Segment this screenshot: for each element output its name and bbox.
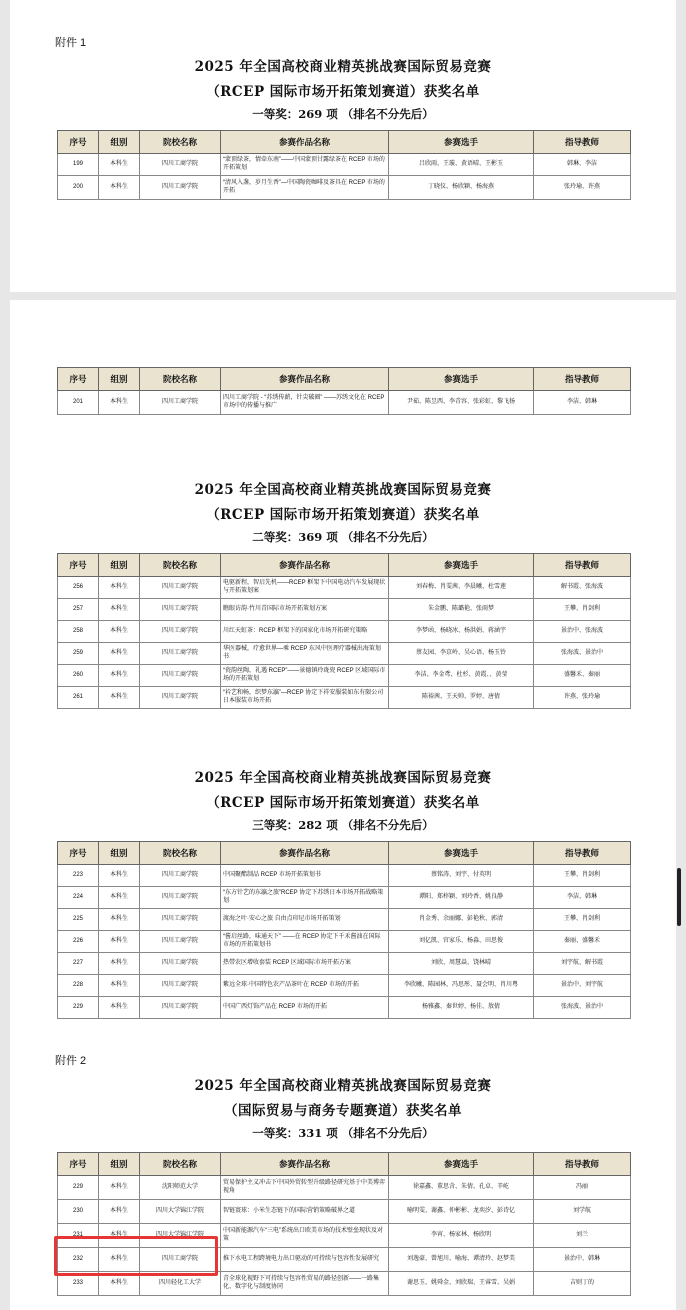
table-cell: 智链寰球：小米生态链下的国际营销策略破界之道 bbox=[221, 1200, 389, 1224]
column-header: 序号 bbox=[58, 131, 99, 154]
table-cell: 259 bbox=[58, 643, 99, 665]
table-cell: 景治中、刘宇航 bbox=[534, 975, 631, 997]
table-header-row bbox=[58, 554, 631, 577]
table-cell: 本科生 bbox=[99, 931, 140, 953]
table-cell: 四川工商学院 bbox=[140, 643, 221, 665]
table-cell: 沈阳师范大学 bbox=[140, 1176, 221, 1200]
column-header: 序号 bbox=[58, 842, 99, 865]
table-cell: 许燕、张玲瑜 bbox=[534, 687, 631, 709]
table-cell: 本科生 bbox=[99, 154, 140, 176]
table-cell: 本科生 bbox=[99, 1176, 140, 1200]
column-header: 指导教师 bbox=[534, 1153, 631, 1176]
table-cell: 肖金秀、余丽娜、彭艳秋、郭清 bbox=[389, 909, 534, 931]
doc-title: 2025 年全国高校商业精英挑战赛国际贸易竞赛 bbox=[194, 59, 492, 75]
table-row bbox=[58, 154, 631, 176]
table-cell: 中国新能源汽车“三电”系统出口欧美市场的技术壁垒现状及对策 bbox=[221, 1224, 389, 1248]
table-cell: 本科生 bbox=[99, 687, 140, 709]
column-header: 参赛作品名称 bbox=[221, 842, 389, 865]
doc-subtitle: （RCEP 国际市场开拓策划赛道）获奖名单 bbox=[206, 795, 480, 811]
table-cell: 紫远全球·中国特色农产品茶叶在 RCEP 市场的开拓 bbox=[221, 975, 389, 997]
column-header: 院校名称 bbox=[140, 1153, 221, 1176]
table-cell: 四川工商学院 bbox=[140, 975, 221, 997]
column-header: 参赛作品名称 bbox=[221, 368, 389, 391]
award-table-second-prize bbox=[57, 553, 631, 709]
column-header: 参赛选手 bbox=[389, 1153, 534, 1176]
table-cell: 226 bbox=[58, 931, 99, 953]
annex-label: 附件 1 bbox=[55, 37, 87, 49]
table-cell: 四川工商学院 bbox=[140, 621, 221, 643]
table-cell: 四川工商学院 bbox=[140, 887, 221, 909]
table-cell: 256 bbox=[58, 577, 99, 599]
table-cell: 四川工商学院 bbox=[140, 997, 221, 1019]
table-cell: 本科生 bbox=[99, 997, 140, 1019]
table-cell: 本科生 bbox=[99, 643, 140, 665]
table-cell: 本科生 bbox=[99, 1272, 140, 1296]
table-cell: 中国广西灯饰产品在 RCEP 市场的开拓 bbox=[221, 997, 389, 1019]
table-cell: 尹茹、陈昱西、李青容、张彩虹、黎飞扬 bbox=[389, 391, 534, 415]
table-cell: 张海波、景治中 bbox=[534, 997, 631, 1019]
table-row bbox=[58, 1176, 631, 1200]
table-cell: 本科生 bbox=[99, 887, 140, 909]
column-header: 院校名称 bbox=[140, 842, 221, 865]
table-cell: 四川工商学院 - “苏绣传薪，针尖破圈” ——苏绣文化在 RCEP 市场中的传播与推广 bbox=[221, 391, 389, 415]
table-row bbox=[58, 1200, 631, 1224]
table-cell: 本科生 bbox=[99, 391, 140, 415]
table-cell: 刘逸豪、曾旭川、喻海、谭清玲、赵梦美 bbox=[389, 1248, 534, 1272]
table-cell: 刘学航 bbox=[534, 1200, 631, 1224]
award-heading: 三等奖：282 项 （排名不分先后） bbox=[252, 818, 434, 832]
table-cell: 徐嘉鑫、董思含、朱倩、孔卓、辛屹 bbox=[389, 1176, 534, 1200]
table-cell: 201 bbox=[58, 391, 99, 415]
table-cell: 热带农区增收套装 RCEP 区域国际市场开拓方案 bbox=[221, 953, 389, 975]
table-cell: 喻明雯、谢鑫、仲彬彬、龙奕汐、彭诗亿 bbox=[389, 1200, 534, 1224]
table-cell: 230 bbox=[58, 1200, 99, 1224]
table-cell: 四川工商学院 bbox=[140, 865, 221, 887]
table-header-row bbox=[58, 842, 631, 865]
column-header: 序号 bbox=[58, 554, 99, 577]
table-cell: 韩琳、李洁 bbox=[534, 154, 631, 176]
table-row bbox=[58, 997, 631, 1019]
column-header: 院校名称 bbox=[140, 131, 221, 154]
column-header: 组别 bbox=[99, 131, 140, 154]
table-cell: 四川工商学院 bbox=[140, 154, 221, 176]
award-table-first-prize bbox=[57, 130, 631, 200]
table-cell: 本科生 bbox=[99, 865, 140, 887]
table-cell: 228 bbox=[58, 975, 99, 997]
award-table-continued bbox=[57, 367, 631, 415]
table-cell: 吉则丁的 bbox=[534, 1272, 631, 1296]
table-cell: 李宵、杨家林、杨欣明 bbox=[389, 1224, 534, 1248]
table-cell: 四川工商学院 bbox=[140, 931, 221, 953]
column-header: 参赛作品名称 bbox=[221, 554, 389, 577]
annex-label: 附件 2 bbox=[55, 1055, 87, 1067]
table-cell: “酱启丝路，味通天下” ——在 RCEP 协定下千禾酱油在国际市场的开拓策划书 bbox=[221, 931, 389, 953]
table-cell: 本科生 bbox=[99, 621, 140, 643]
column-header: 指导教师 bbox=[534, 368, 631, 391]
table-row bbox=[58, 621, 631, 643]
table-cell: 蔡铭涛、刘宇、付英明 bbox=[389, 865, 534, 887]
table-cell: 本科生 bbox=[99, 577, 140, 599]
table-cell: “瓷韵丝陶，礼遇 RCEP”——景德镇玲珑瓷 RCEP 区域国际市场的开拓策划 bbox=[221, 665, 389, 687]
table-cell: 刘宇航、解书霞 bbox=[534, 953, 631, 975]
table-cell: 本科生 bbox=[99, 953, 140, 975]
table-cell: 蔡友园、李京岭、吴心语、杨玉铃 bbox=[389, 643, 534, 665]
table-cell: 199 bbox=[58, 154, 99, 176]
table-cell: 四川大学锦江学院 bbox=[140, 1224, 221, 1248]
column-header: 指导教师 bbox=[534, 131, 631, 154]
award-heading: 一等奖：269 项 （排名不分先后） bbox=[252, 107, 434, 121]
table-cell: 杨雅鑫、秦世婷、杨佳、敖倩 bbox=[389, 997, 534, 1019]
table-cell: 四川工商学院 bbox=[140, 687, 221, 709]
column-header: 序号 bbox=[58, 1153, 99, 1176]
table-cell: 257 bbox=[58, 599, 99, 621]
table-cell: 223 bbox=[58, 865, 99, 887]
doc-subtitle: （RCEP 国际市场开拓策划赛道）获奖名单 bbox=[206, 84, 480, 100]
doc-title: 2025 年全国高校商业精英挑战赛国际贸易竞赛 bbox=[194, 770, 492, 786]
award-table-third-prize bbox=[57, 841, 631, 1019]
table-cell: 景治中、张海波 bbox=[534, 621, 631, 643]
table-cell: 刘欣、周慧焱、饶林晴 bbox=[389, 953, 534, 975]
table-cell: 四川工商学院 bbox=[140, 909, 221, 931]
table-cell: 华医器械，疗愈世界—乘 RCEP 东风中医理疗器械出海策划书 bbox=[221, 643, 389, 665]
doc-subtitle: （RCEP 国际市场开拓策划赛道）获奖名单 bbox=[206, 507, 480, 523]
table-cell: 四川工商学院 bbox=[140, 1248, 221, 1272]
table-cell: 258 bbox=[58, 621, 99, 643]
table-cell: “衿艺和畅，织梦东瀛”—RCEP 协定下祥安服装如东有限公司日本服装市场开拓 bbox=[221, 687, 389, 709]
table-header-row bbox=[58, 368, 631, 391]
table-cell: 李欣曦、陈园林、冯思彤、聂会明、肖川粤 bbox=[389, 975, 534, 997]
table-header-row bbox=[58, 131, 631, 154]
table-cell: 232 bbox=[58, 1248, 99, 1272]
table-row bbox=[58, 909, 631, 931]
table-cell: 电驱新程，智启先机——RCEP 框架下中国电动汽车发展现状与开拓策划案 bbox=[221, 577, 389, 599]
table-cell: 233 bbox=[58, 1272, 99, 1296]
table-cell: 本科生 bbox=[99, 1224, 140, 1248]
table-cell: 推下水电工程跨境电力出口驱动的可持续与包容性发展研究 bbox=[221, 1248, 389, 1272]
table-cell: 231 bbox=[58, 1224, 99, 1248]
column-header: 参赛选手 bbox=[389, 131, 534, 154]
table-cell: 四川工商学院 bbox=[140, 599, 221, 621]
table-cell: 朱金鹏、陈璐艳、张雨梦 bbox=[389, 599, 534, 621]
table-row bbox=[58, 865, 631, 887]
table-cell: 四川工商学院 bbox=[140, 391, 221, 415]
table-cell: 四川工商学院 bbox=[140, 577, 221, 599]
column-header: 指导教师 bbox=[534, 842, 631, 865]
column-header: 序号 bbox=[58, 368, 99, 391]
table-cell: 渡海之叶·安心之旅 自由点印尼市场开拓策划 bbox=[221, 909, 389, 931]
table-cell: 四川工商学院 bbox=[140, 953, 221, 975]
table-cell: 陈裕茜、王天帅、罗婷、唐倩 bbox=[389, 687, 534, 709]
table-cell: 本科生 bbox=[99, 1200, 140, 1224]
doc-title: 2025 年全国高校商业精英挑战赛国际贸易竞赛 bbox=[194, 1078, 492, 1094]
table-cell: 四川大学锦江学院 bbox=[140, 1200, 221, 1224]
table-row bbox=[58, 953, 631, 975]
table-cell: 冯丽 bbox=[534, 1176, 631, 1200]
table-cell: 李洁、李金鸢、杜杉、黄霞、、黄莹 bbox=[389, 665, 534, 687]
table-row bbox=[58, 176, 631, 200]
table-cell: 本科生 bbox=[99, 176, 140, 200]
column-header: 院校名称 bbox=[140, 554, 221, 577]
table-cell: 景治中、韩琳 bbox=[534, 1248, 631, 1272]
doc-subtitle: （国际贸易与商务专题赛道）获奖名单 bbox=[224, 1103, 462, 1119]
table-header-row bbox=[58, 1153, 631, 1176]
column-header: 参赛选手 bbox=[389, 368, 534, 391]
column-header: 院校名称 bbox=[140, 368, 221, 391]
table-cell: 张海波、景治中 bbox=[534, 643, 631, 665]
table-cell: 刘亿凯、官家乐、杨淼、田思俊 bbox=[389, 931, 534, 953]
table-row bbox=[58, 577, 631, 599]
column-header: 指导教师 bbox=[534, 554, 631, 577]
table-cell: 李梦函、杨晓冰、杨洪娟、蒋涵宇 bbox=[389, 621, 534, 643]
table-row bbox=[58, 665, 631, 687]
table-row bbox=[58, 599, 631, 621]
table-cell: 本科生 bbox=[99, 665, 140, 687]
table-cell: 本科生 bbox=[99, 909, 140, 931]
table-cell: 解书霞、张海波 bbox=[534, 577, 631, 599]
table-cell: “清风入盏，岁月生香”—中国陶瓷咖啡及茶具在 RCEP 市场的开拓 bbox=[221, 176, 389, 200]
table-cell: 李洁、韩琳 bbox=[534, 887, 631, 909]
table-row bbox=[58, 391, 631, 415]
table-cell: 229 bbox=[58, 1176, 99, 1200]
table-cell: 谢思玉、姚舜金、刘欣瑞、王睿雪、吴娟 bbox=[389, 1272, 534, 1296]
table-cell: 四川轻化工大学 bbox=[140, 1272, 221, 1296]
table-cell: 李洁、韩琳 bbox=[534, 391, 631, 415]
table-cell: 王攀、肖剑利 bbox=[534, 909, 631, 931]
table-cell: 260 bbox=[58, 665, 99, 687]
highlight-box bbox=[54, 1236, 218, 1276]
table-row bbox=[58, 643, 631, 665]
scrollbar-thumb[interactable] bbox=[677, 868, 681, 926]
table-row bbox=[58, 975, 631, 997]
doc-title: 2025 年全国高校商业精英挑战赛国际贸易竞赛 bbox=[194, 482, 492, 498]
table-cell: 瞧眼访韵·竹川青国际市场开拓策划方案 bbox=[221, 599, 389, 621]
column-header: 参赛作品名称 bbox=[221, 131, 389, 154]
table-cell: 刘春梅、肖雯茜、李晨曦、杜雪莲 bbox=[389, 577, 534, 599]
table-cell: 本科生 bbox=[99, 599, 140, 621]
table-cell: 261 bbox=[58, 687, 99, 709]
column-header: 参赛选手 bbox=[389, 842, 534, 865]
award-heading: 二等奖：369 项 （排名不分先后） bbox=[252, 530, 434, 544]
table-cell: “蒙顶绿茶，情牵东南”——中国蒙顶甘露绿茶在 RCEP 市场的开拓策划 bbox=[221, 154, 389, 176]
table-cell: 刘兰 bbox=[534, 1224, 631, 1248]
table-cell: 秦丽、盛馨禾 bbox=[534, 931, 631, 953]
table-cell: 青全球化视野下可持续与包容性贸易的路径创新——一路集化、数字化与制度协同 bbox=[221, 1272, 389, 1296]
table-cell: 川红天虹茶：RCEP 框架下的国家化市场开拓研究策略 bbox=[221, 621, 389, 643]
column-header: 组别 bbox=[99, 842, 140, 865]
table-cell: 229 bbox=[58, 997, 99, 1019]
table-cell: 225 bbox=[58, 909, 99, 931]
table-cell: 四川工商学院 bbox=[140, 665, 221, 687]
table-cell: 贸易保护主义冲击下中国外贸转型升级路径研究基于中美博弈视角 bbox=[221, 1176, 389, 1200]
column-header: 参赛作品名称 bbox=[221, 1153, 389, 1176]
table-cell: 四川工商学院 bbox=[140, 176, 221, 200]
table-cell: 本科生 bbox=[99, 975, 140, 997]
table-row bbox=[58, 687, 631, 709]
table-cell: 谭阳、郑梓颖、刘玲香、姚良静 bbox=[389, 887, 534, 909]
table-row bbox=[58, 931, 631, 953]
table-cell: “东方针艺的东瀛之旅”RCEP 协定下苏绣日本市场开拓战略策划 bbox=[221, 887, 389, 909]
table-cell: 227 bbox=[58, 953, 99, 975]
column-header: 参赛选手 bbox=[389, 554, 534, 577]
column-header: 组别 bbox=[99, 1153, 140, 1176]
table-row bbox=[58, 887, 631, 909]
award-heading: 一等奖：331 项 （排名不分先后） bbox=[252, 1126, 434, 1140]
table-cell: 盛馨禾、秦丽 bbox=[534, 665, 631, 687]
table-cell: 吕欣雨、王璇、黄语晴、王彬玉 bbox=[389, 154, 534, 176]
table-cell: 224 bbox=[58, 887, 99, 909]
table-cell: 张玲瑜、许燕 bbox=[534, 176, 631, 200]
table-cell: 王攀、肖剑利 bbox=[534, 865, 631, 887]
table-cell: 中国聚酯制品 RCEP 市场开拓策划书 bbox=[221, 865, 389, 887]
table-cell: 王攀、肖剑利 bbox=[534, 599, 631, 621]
column-header: 组别 bbox=[99, 554, 140, 577]
table-cell: 200 bbox=[58, 176, 99, 200]
table-cell: 本科生 bbox=[99, 1248, 140, 1272]
table-cell: 丁晓仪、杨欣颖、杨海燕 bbox=[389, 176, 534, 200]
column-header: 组别 bbox=[99, 368, 140, 391]
